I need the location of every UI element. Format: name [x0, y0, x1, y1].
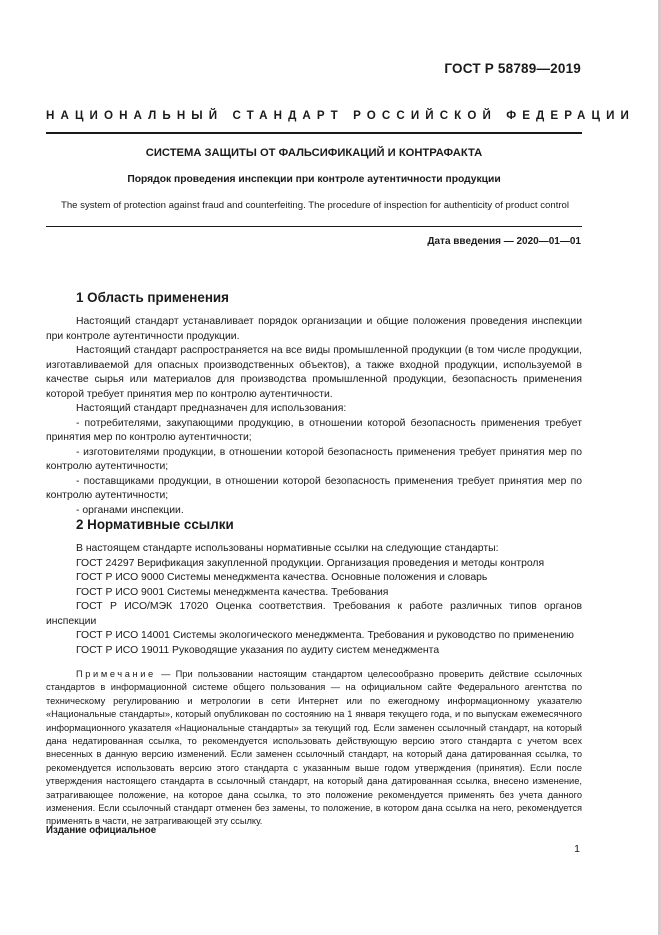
paragraph: В настоящем стандарте использованы нормативные ссылки на следующие стандарты:: [76, 543, 499, 554]
introduction-date: Дата введения — 2020—01—01: [427, 236, 581, 247]
section-normative-references: [46, 516, 582, 658]
standard-subtitle: Порядок проведения инспекции при контроле аутентичности продукции: [127, 174, 501, 185]
note-label: Примечание: [76, 669, 156, 679]
header-rule: [46, 132, 582, 134]
list-item: - потребителями, закупающими продукцию, в отношении которой безопасность применения требует принятия мер по контролю аутентичности;: [46, 417, 582, 443]
section-heading: 1 Область применения: [76, 290, 229, 305]
reference-item: ГОСТ Р ИСО 9001 Системы менеджмента качества. Требования: [76, 586, 389, 598]
standard-title-english: The system of protection against fraud and counterfeiting. The procedure of inspection for authenticity of product control: [60, 200, 570, 211]
section-scope: [46, 289, 582, 518]
title-rule: [46, 226, 582, 227]
reference-item: ГОСТ Р ИСО 14001 Системы экологического менеджмента. Требования и руководство по применению: [76, 630, 574, 641]
list-item: - органами инспекции.: [76, 504, 184, 516]
paragraph: Настоящий стандарт предназначен для использования:: [76, 403, 347, 414]
section-heading: 2 Нормативные ссылки: [76, 517, 234, 532]
reference-item: ГОСТ 24297 Верификация закупленной продукции. Организация проведения и методы контроля: [76, 557, 545, 569]
document-id: ГОСТ Р 58789—2019: [444, 61, 581, 76]
standard-title: СИСТЕМА ЗАЩИТЫ ОТ ФАЛЬСИФИКАЦИЙ И КОНТРАФАКТА: [145, 147, 483, 159]
national-standard-banner: НАЦИОНАЛЬНЫЙ СТАНДАРТ РОССИЙСКОЙ ФЕДЕРАЦИИ: [46, 109, 635, 122]
note: [46, 668, 582, 829]
reference-item: ГОСТ Р ИСО/МЭК 17020 Оценка соответствия. Требования к работе различных типов органов инспекции: [46, 601, 582, 627]
edition-label: Издание официальное: [46, 825, 157, 836]
reference-item: ГОСТ Р ИСО 19011 Руководящие указания по аудиту систем менеджмента: [76, 644, 440, 656]
note-text: — При пользовании настоящим стандартом целесообразно проверить действие ссылочных стандартов в информационной системе общего пользования — на официальном сайте Федерального агентства по техническому регулированию и метрологии в сети Интернет или по ежегодному информационному указателю «Национальные стандарты», который опубликован по состоянию на 1 января текущего года, и по выпускам ежемесячного информационного указателя «Национальные стандарты» за текущий год. Если заменен ссылочный стандарт, на который дана недатированная ссылка, то рекомендуется использовать действующую версию этого стандарта с учетом всех внесенных в данную версию изменений. Если заменен ссылочный стандарт, на который дана датированная ссылка, то рекомендуется использовать версию этого стандарта с указанным выше годом утверждения (принятия). Если после утверждения настоящего стандарта в ссылочный стандарт, на который дана датированная ссылка, внесено изменение, затрагивающее положение, на которое дана ссылка, то это положение рекомендуется применять без учета данного изменения. Если ссылочный стандарт отменен без замены, то положение, в котором дана ссылка на него, рекомендуется применять в части, не затрагивающей эту ссылку.: [46, 669, 582, 827]
reference-item: ГОСТ Р ИСО 9000 Системы менеджмента качества. Основные положения и словарь: [76, 572, 488, 583]
page-number: 1: [574, 843, 580, 855]
list-item: - изготовителями продукции, в отношении которой безопасность применения требует принятия мер по контролю аутентичности;: [46, 446, 582, 472]
paragraph: Настоящий стандарт устанавливает порядок организации и общие положения проведения инспекции при контроле аутентичности продукции.: [46, 316, 582, 342]
paragraph: Настоящий стандарт распространяется на все виды промышленной продукции (в том числе продукции, изготавливаемой для опасных производственных объектов), а также входной продукции, используемой в качестве сырья или материалов для производства промышленной продукции, безопасность применения которой требует принятия мер по контролю аутентичности.: [46, 345, 582, 400]
list-item: - поставщиками продукции, в отношении которой безопасность применения требует принятия мер по контролю аутентичности;: [46, 475, 582, 501]
